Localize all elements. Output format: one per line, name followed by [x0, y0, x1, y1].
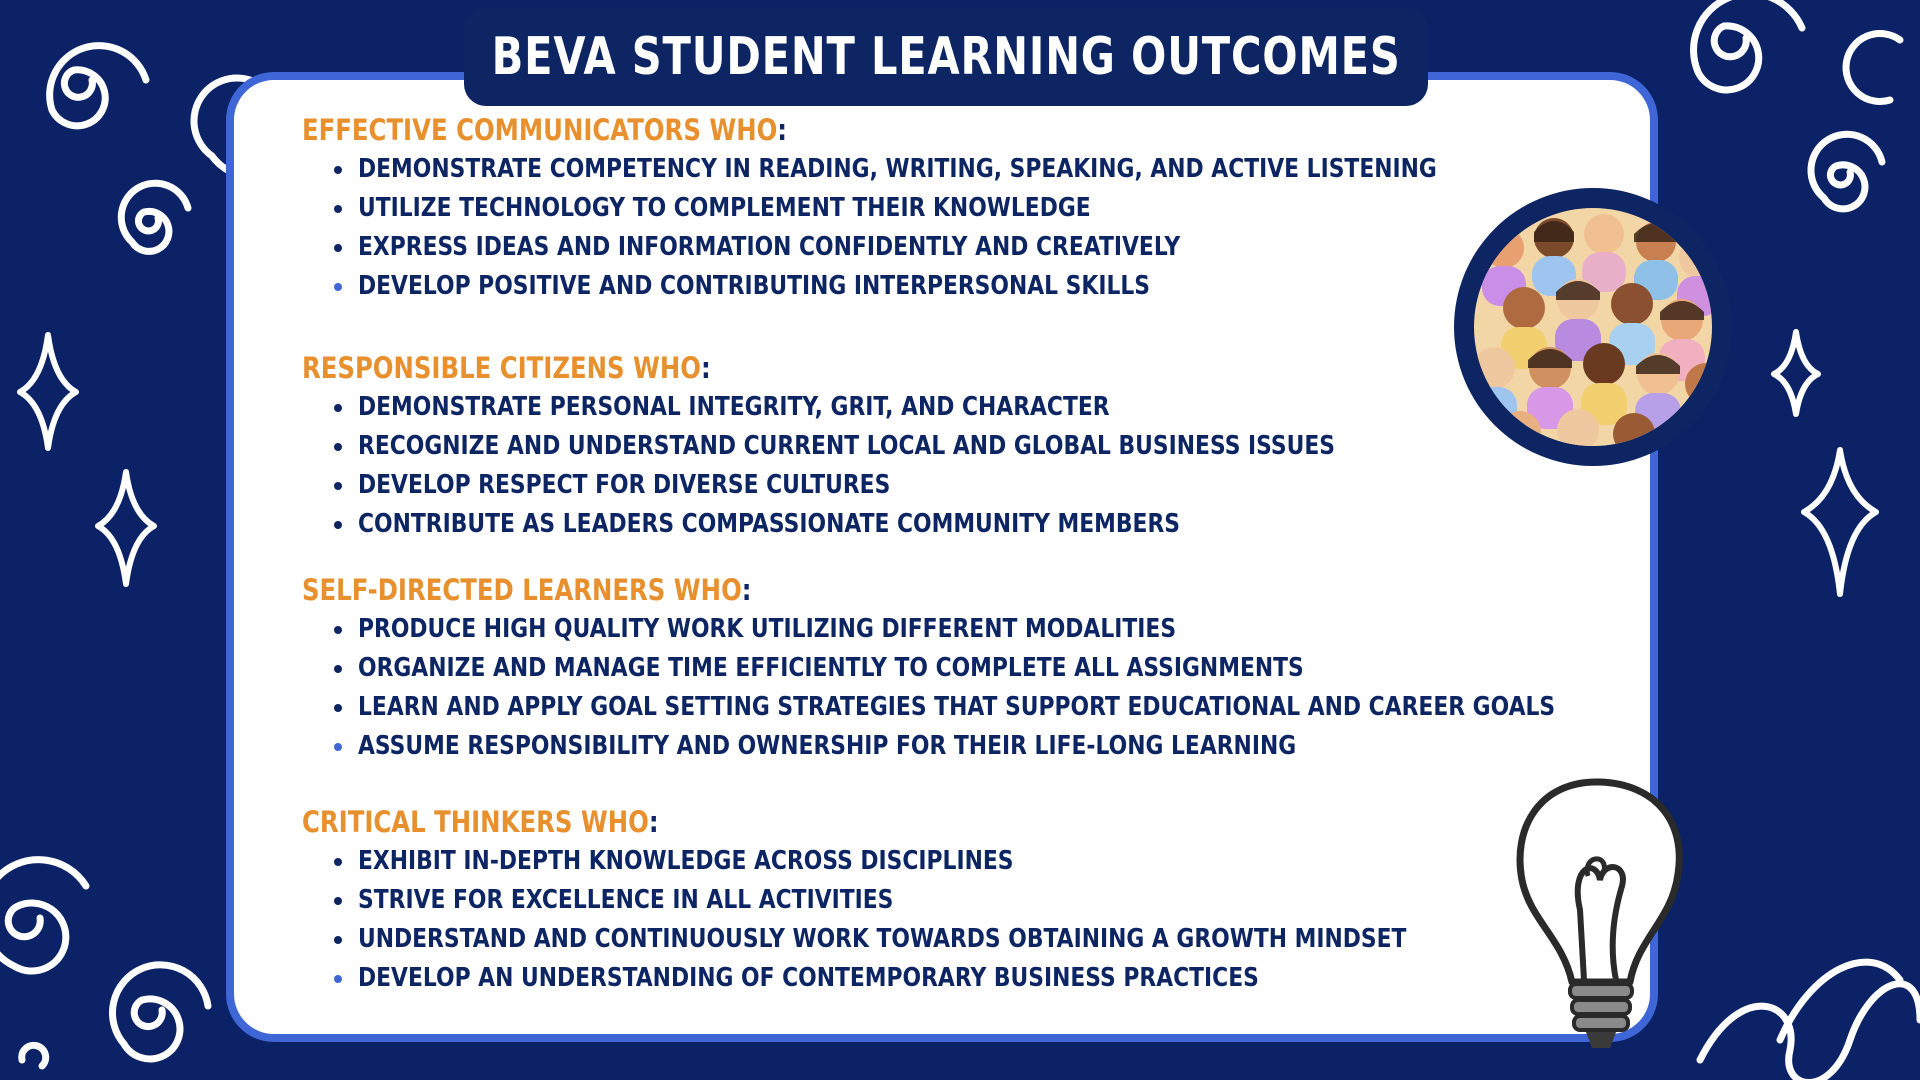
swirl-icon	[1846, 34, 1900, 102]
list-item: STRIVE FOR EXCELLENCE IN ALL ACTIVITIES	[302, 881, 1562, 920]
section-responsible-citizens	[302, 350, 1562, 544]
section-critical-thinkers	[302, 804, 1562, 998]
swirl-icon	[112, 965, 208, 1059]
outcome-items	[302, 610, 1562, 766]
outcome-items	[302, 842, 1562, 998]
sparkle-icon	[1774, 332, 1818, 414]
section-effective-communicators	[302, 112, 1562, 306]
list-item: EXPRESS IDEAS AND INFORMATION CONFIDENTLY AND CREATIVELY	[302, 228, 1562, 267]
title-banner	[464, 8, 1428, 106]
list-item: PRODUCE HIGH QUALITY WORK UTILIZING DIFFERENT MODALITIES	[302, 610, 1562, 649]
swirl-icon	[0, 860, 86, 971]
swirl-icon	[1811, 134, 1882, 209]
list-item: CONTRIBUTE AS LEADERS COMPASSIONATE COMMUNITY MEMBERS	[302, 505, 1562, 544]
list-item: DEVELOP AN UNDERSTANDING OF CONTEMPORARY BUSINESS PRACTICES	[302, 959, 1562, 998]
list-item: DEMONSTRATE COMPETENCY IN READING, WRITING, SPEAKING, AND ACTIVE LISTENING	[302, 150, 1562, 189]
swirl-icon	[1700, 984, 1920, 1080]
section-heading: CRITICAL THINKERS WHO:	[302, 805, 659, 839]
section-heading: RESPONSIBLE CITIZENS WHO:	[302, 351, 711, 385]
sparkle-icon	[98, 472, 154, 584]
list-item: UNDERSTAND AND CONTINUOUSLY WORK TOWARDS OBTAINING A GROWTH MINDSET	[302, 920, 1562, 959]
list-item: EXHIBIT IN-DEPTH KNOWLEDGE ACROSS DISCIPLINES	[302, 842, 1562, 881]
list-item: ASSUME RESPONSIBILITY AND OWNERSHIP FOR THEIR LIFE-LONG LEARNING	[302, 727, 1562, 766]
swirl-icon	[50, 46, 146, 126]
swirl-icon	[22, 1045, 46, 1066]
sparkle-icon	[1804, 450, 1876, 594]
people-crowd-icon	[1454, 188, 1732, 466]
section-heading: EFFECTIVE COMMUNICATORS WHO:	[302, 113, 788, 147]
swirl-icon	[121, 183, 188, 251]
list-item: RECOGNIZE AND UNDERSTAND CURRENT LOCAL AND GLOBAL BUSINESS ISSUES	[302, 427, 1562, 466]
outcome-items	[302, 150, 1562, 306]
outcome-items	[302, 388, 1562, 544]
lightbulb-icon	[1500, 770, 1700, 1070]
sparkle-icon	[20, 335, 76, 448]
list-item: DEVELOP POSITIVE AND CONTRIBUTING INTERPERSONAL SKILLS	[302, 267, 1562, 306]
list-item: UTILIZE TECHNOLOGY TO COMPLEMENT THEIR KNOWLEDGE	[302, 189, 1562, 228]
list-item: DEMONSTRATE PERSONAL INTEGRITY, GRIT, AND CHARACTER	[302, 388, 1562, 427]
page-title: BEVA STUDENT LEARNING OUTCOMES	[491, 27, 1401, 87]
section-self-directed-learners	[302, 572, 1562, 766]
list-item: DEVELOP RESPECT FOR DIVERSE CULTURES	[302, 466, 1562, 505]
list-item: LEARN AND APPLY GOAL SETTING STRATEGIES THAT SUPPORT EDUCATIONAL AND CAREER GOALS	[302, 688, 1562, 727]
swirl-icon	[1780, 962, 1900, 1040]
swirl-icon	[1694, 0, 1802, 90]
section-heading: SELF-DIRECTED LEARNERS WHO:	[302, 573, 752, 607]
list-item: ORGANIZE AND MANAGE TIME EFFICIENTLY TO COMPLETE ALL ASSIGNMENTS	[302, 649, 1562, 688]
